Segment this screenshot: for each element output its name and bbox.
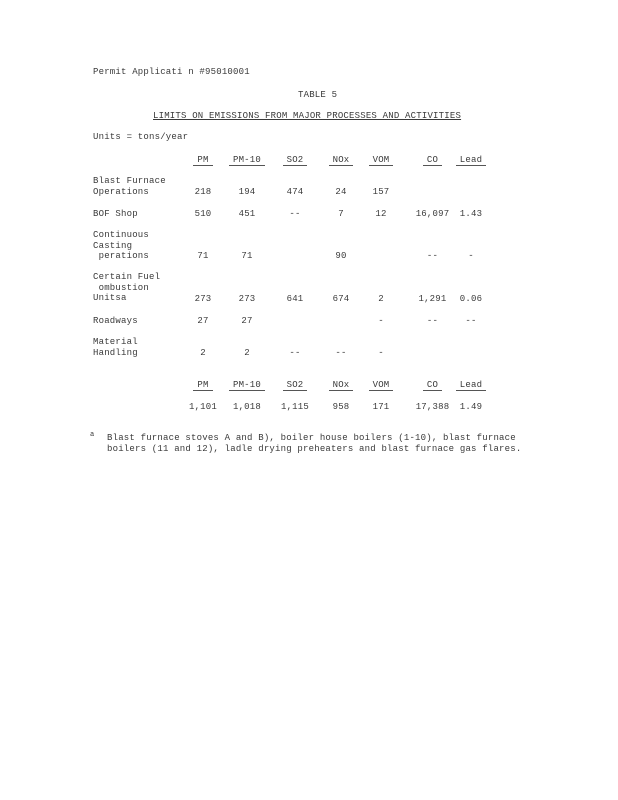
permit-number: Permit Applicati n #95010001 (93, 67, 250, 77)
row-label-blast-furnace: Blast Furnace Operations (93, 176, 166, 197)
cell-5-vom: - (378, 348, 384, 358)
total-nox: 958 (332, 402, 350, 412)
row-label-material-handling: Material Handling (93, 337, 138, 358)
row-label-roadways: Roadways (93, 316, 138, 326)
cell-3-so2: 641 (286, 294, 304, 304)
cell-0-pm10: 194 (238, 187, 256, 197)
table-title: LIMITS ON EMISSIONS FROM MAJOR PROCESSES AND ACTIVITIES (153, 111, 462, 121)
cell-0-nox: 24 (335, 187, 347, 197)
cell-1-pm10: 451 (238, 209, 256, 219)
cell-1-lead: 1.43 (459, 209, 483, 219)
total-lead: 1.49 (459, 402, 483, 412)
cell-0-so2: 474 (286, 187, 304, 197)
total-header-so2: SO2 (270, 380, 320, 391)
total-header-co: CO (405, 380, 460, 391)
cell-2-co: -- (426, 251, 439, 261)
total-header-vom: VOM (356, 380, 406, 391)
cell-5-so2: -- (289, 348, 301, 358)
cell-2-lead: - (468, 251, 474, 261)
cell-4-co: -- (426, 316, 439, 326)
total-co: 17,388 (415, 402, 450, 412)
footnote-text: Blast furnace stoves A and B), boiler house boilers (1-10), blast furnace boilers (11 and 12), ladle drying preheaters and blast furnace gas flares. (107, 433, 522, 454)
cell-5-pm10: 2 (244, 348, 250, 358)
cell-0-pm: 218 (194, 187, 212, 197)
total-header-pm10: PM-10 (222, 380, 272, 391)
cell-0-vom: 157 (372, 187, 390, 197)
total-vom: 171 (372, 402, 390, 412)
col-header-nox: NOx (316, 155, 366, 166)
col-header-co: CO (405, 155, 460, 166)
units-label: Units = tons/year (93, 132, 189, 142)
col-header-vom: VOM (356, 155, 406, 166)
footnote-marker: a (90, 431, 95, 439)
col-header-so2: SO2 (270, 155, 320, 166)
cell-3-nox: 674 (332, 294, 350, 304)
col-header-pm: PM (178, 155, 228, 166)
cell-3-co: 1,291 (418, 294, 447, 304)
row-label-bof-shop: BOF Shop (93, 209, 138, 219)
cell-3-pm: 273 (194, 294, 212, 304)
total-pm10: 1,018 (232, 402, 261, 412)
cell-5-pm: 2 (200, 348, 206, 358)
col-header-pm10: PM-10 (222, 155, 272, 166)
cell-4-vom: - (378, 316, 384, 326)
cell-1-nox: 7 (338, 209, 344, 219)
cell-2-pm: 71 (197, 251, 209, 261)
total-header-pm: PM (178, 380, 228, 391)
total-header-lead: Lead (446, 380, 496, 391)
row-label-continuous-casting: Continuous Casting perations (93, 230, 150, 261)
row-label-fuel-combustion: Certain Fuel ombustion Unitsa (93, 272, 161, 303)
table-number: TABLE 5 (298, 90, 338, 100)
cell-2-nox: 90 (335, 251, 347, 261)
cell-1-so2: -- (289, 209, 301, 219)
total-pm: 1,101 (188, 402, 217, 412)
cell-3-pm10: 273 (238, 294, 256, 304)
total-so2: 1,115 (280, 402, 309, 412)
cell-1-co: 16,097 (415, 209, 450, 219)
cell-1-pm: 510 (194, 209, 212, 219)
cell-4-pm10: 27 (241, 316, 253, 326)
cell-5-nox: -- (335, 348, 347, 358)
col-header-lead: Lead (446, 155, 496, 166)
cell-4-pm: 27 (197, 316, 209, 326)
cell-1-vom: 12 (375, 209, 387, 219)
cell-4-lead: -- (465, 316, 477, 326)
total-header-nox: NOx (316, 380, 366, 391)
cell-2-pm10: 71 (241, 251, 253, 261)
cell-3-vom: 2 (378, 294, 384, 304)
cell-3-lead: 0.06 (459, 294, 483, 304)
